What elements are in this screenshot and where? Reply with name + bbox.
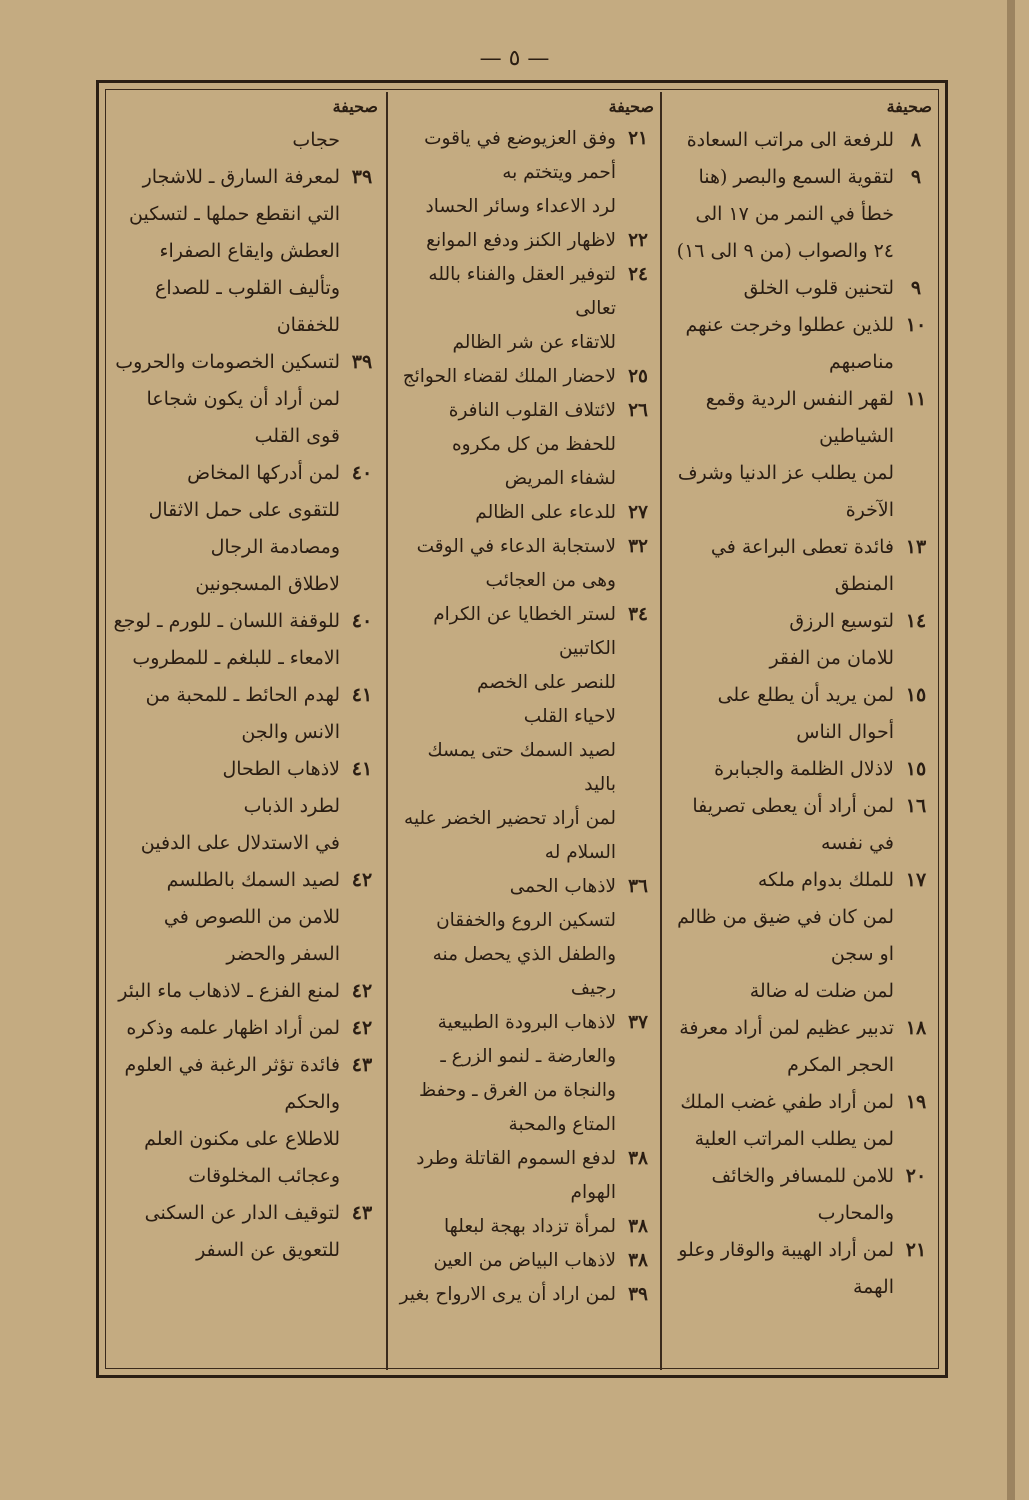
index-entry [106, 492, 384, 566]
entry-list [106, 122, 384, 1269]
index-entry [388, 224, 660, 258]
entry-list [388, 122, 660, 1312]
index-entry [106, 973, 384, 1010]
entry-title: لمن ضلت له ضالة [749, 980, 894, 1002]
index-entry [106, 751, 384, 788]
page-ref: ١٤ [905, 610, 927, 632]
page-ref: ٣٩ [351, 166, 373, 188]
entry-title: لقهر النفس الردية وقمع الشياطين [705, 388, 894, 447]
entry-title: لاذهاب البرودة الطبيعية والعارضة ـ لنمو الزرع ـ والنجاة من الغرق ـ وحفظ المتاع والمحبة [418, 1012, 616, 1135]
index-entry [106, 1195, 384, 1232]
entry-title: لتقوية السمع والبصر (هنا خطأ في النمر من ١٧ الى ٢٤ والصواب (من ٩ الى ١٦) [676, 166, 894, 262]
page-ref: ١٩ [905, 1091, 927, 1113]
page-ref: ٣٧ [628, 1012, 648, 1033]
entry-title: لمن أراد أن يعطى تصريفا في نفسه [692, 795, 894, 854]
entry-title: لصيد السمك حتى يمسك باليد [427, 740, 616, 795]
index-entry [106, 1232, 384, 1269]
entry-title: للرفعة الى مراتب السعادة [686, 129, 894, 151]
entry-title: لاذهاب الحمى [509, 876, 616, 897]
index-entry [664, 1121, 938, 1158]
index-entry [106, 455, 384, 492]
index-entry [664, 455, 938, 529]
index-entry [664, 122, 938, 159]
index-entry [106, 1047, 384, 1121]
index-entry [388, 360, 660, 394]
page-ref: ٣٨ [628, 1250, 648, 1271]
index-entry [664, 677, 938, 751]
page-ref: ٤٣ [351, 1202, 373, 1224]
index-entry [388, 802, 660, 870]
index-column-right [664, 92, 938, 1370]
page-ref: ٢٧ [628, 502, 648, 523]
entry-title: لمن كان في ضيق من ظالم او سجن [677, 906, 894, 965]
entry-title: للذين عطلوا وخرجت عنهم مناصبهم [685, 314, 894, 373]
index-entry [106, 122, 384, 159]
page-ref: ٣٨ [628, 1148, 648, 1169]
entry-title: للملك بدوام ملكه [757, 869, 894, 891]
index-entry [388, 394, 660, 428]
page-edge [1007, 0, 1015, 1500]
index-entry [106, 899, 384, 973]
page-ref: ٢١ [628, 128, 648, 149]
page-ref: ١٨ [905, 1017, 927, 1039]
page-ref: ٤١ [351, 684, 373, 706]
page-ref: ١١ [905, 388, 927, 410]
index-entry [664, 159, 938, 270]
index-entry [664, 973, 938, 1010]
entry-title: للنصر على الخصم [476, 672, 616, 693]
column-header: صحيفة [608, 97, 654, 116]
index-entry [106, 825, 384, 862]
page-ref: ٣٢ [628, 536, 648, 557]
entry-title: لمن يطلب المراتب العلية [694, 1128, 894, 1150]
entry-title: لتوسيع الرزق [789, 610, 894, 632]
entry-title: لاذهاب البياض من العين [433, 1250, 616, 1271]
entry-title: للامن من اللصوص في السفر والحضر [163, 906, 340, 965]
entry-title: للامن للمسافر والخائف والمحارب [711, 1165, 894, 1224]
entry-title: لمن يطلب عز الدنيا وشرف الآخرة [677, 462, 894, 521]
entry-title: لتسكين الروع والخفقان والطفل الذي يحصل منه رجيف [432, 910, 616, 999]
entry-title: لمن يريد أن يطلع على أحوال الناس [717, 684, 894, 743]
page-ref: ٤٢ [351, 869, 373, 891]
index-entry [388, 734, 660, 802]
index-entry [106, 788, 384, 825]
page-ref: ٩ [910, 166, 922, 188]
index-entry [388, 700, 660, 734]
index-entry [664, 899, 938, 973]
entry-title: لمنع الفزع ـ لاذهاب ماء البئر [118, 980, 340, 1002]
page-ref: ١٠ [905, 314, 927, 336]
entry-title: حجاب [292, 129, 340, 151]
entry-title: لاذهاب الطحال [222, 758, 340, 780]
page-ref: ٢٤ [628, 264, 648, 285]
page-ref: ٩ [910, 277, 922, 299]
column-header: صحيفة [886, 97, 932, 116]
entry-title: لمن أراد أن يكون شجاعا قوى القلب [146, 388, 340, 447]
index-entry [664, 751, 938, 788]
index-entry [664, 381, 938, 455]
entry-title: للاطلاع على مكنون العلم وعجائب المخلوقات [144, 1128, 340, 1187]
page-ref: ١٥ [905, 758, 927, 780]
index-column-middle [386, 92, 662, 1370]
page-ref: ٣٩ [628, 1284, 648, 1305]
page-ref: ٤٢ [351, 1017, 373, 1039]
index-entry [106, 603, 384, 677]
entry-title: لائتلاف القلوب النافرة [448, 400, 616, 421]
entry-title: فائدة تعطى البراعة في المنطق [710, 536, 894, 595]
entry-title: لطرد الذباب [243, 795, 340, 817]
entry-title: لشفاء المريض [504, 468, 616, 489]
index-entry [388, 428, 660, 462]
page-ref: ٢٢ [628, 230, 648, 251]
entry-title: للحفظ من كل مكروه [451, 434, 616, 455]
entry-title: لمن أراد تحضير الخضر عليه السلام له [404, 808, 616, 863]
index-entry [106, 677, 384, 751]
index-entry [388, 326, 660, 360]
index-entry [388, 530, 660, 598]
index-entry [664, 1232, 938, 1306]
index-entry [664, 529, 938, 603]
entry-title: للتعويق عن السفر [196, 1239, 340, 1261]
entry-title: للوقفة اللسان ـ للورم ـ لوجع الامعاء ـ للبلغم ـ للمطروب [113, 610, 340, 669]
index-entry [664, 307, 938, 381]
entry-title: وفق العزيوضع في ياقوت أحمر ويتختم به [424, 128, 616, 183]
index-entry [388, 1278, 660, 1312]
index-entry [388, 1244, 660, 1278]
index-entry [388, 904, 660, 1006]
index-entry [664, 1010, 938, 1084]
index-entry [106, 344, 384, 381]
entry-title: لهدم الحائط ـ للمحبة من الانس والجن [145, 684, 340, 743]
page-ref: ١٧ [905, 869, 927, 891]
entry-title: لتوقيف الدار عن السكنى [144, 1202, 340, 1224]
entry-title: لستر الخطايا عن الكرام الكاتبين [433, 604, 616, 659]
entry-title: لاستجابة الدعاء في الوقت وهى من العجائب [416, 536, 616, 591]
page-number: — ٥ — [479, 46, 550, 71]
index-entry [388, 1210, 660, 1244]
page-ref: ٣٨ [628, 1216, 648, 1237]
entry-title: لاطلاق المسجونين [195, 573, 340, 595]
index-entry [388, 462, 660, 496]
entry-title: تدبير عظيم لمن أراد معرفة الحجر المكرم [679, 1017, 894, 1076]
page-ref: ٤٣ [351, 1054, 373, 1076]
index-entry [664, 603, 938, 640]
index-entry [664, 640, 938, 677]
entry-title: لمن اراد أن يرى الارواح بغير [399, 1284, 616, 1305]
entry-title: لتحنين قلوب الخلق [743, 277, 894, 299]
index-entry [388, 1142, 660, 1210]
index-entry [388, 666, 660, 700]
index-entry [664, 788, 938, 862]
entry-list [664, 122, 938, 1306]
index-entry [388, 598, 660, 666]
entry-title: لمن أراد الهيبة والوقار وعلو الهمة [678, 1239, 894, 1298]
index-entry [388, 258, 660, 326]
entry-title: لمعرفة السارق ـ للاشجار التي انقطع حملها ـ لتسكين العطش وايقاع الصفراء وتأليف القلوب ـ للصداع للخفقان [129, 166, 340, 336]
entry-title: لمن أراد طفي غضب الملك [680, 1091, 894, 1113]
page-ref: ٣٤ [628, 604, 648, 625]
index-entry [106, 1121, 384, 1195]
page-ref: ٤١ [351, 758, 373, 780]
page-ref: ٨ [910, 129, 922, 151]
entry-title: لاحياء القلب [523, 706, 616, 727]
index-entry [664, 270, 938, 307]
page-ref: ٢٦ [628, 400, 648, 421]
page-ref: ١٣ [905, 536, 927, 558]
page-ref: ١٦ [905, 795, 927, 817]
page-ref: ٤٢ [351, 980, 373, 1002]
index-entry [106, 566, 384, 603]
entry-title: لرد الاعداء وسائر الحساد [425, 196, 616, 217]
entry-title: للدعاء على الظالم [475, 502, 616, 523]
entry-title: لصيد السمك بالطلسم [166, 869, 340, 891]
page-ref: ٢٠ [905, 1165, 927, 1187]
entry-title: لتوفير العقل والفناء بالله تعالى [428, 264, 616, 319]
page-ref: ٤٠ [351, 610, 373, 632]
page-ref: ٢٥ [628, 366, 648, 387]
entry-title: لدفع السموم القاتلة وطرد الهوام [416, 1148, 616, 1203]
index-entry [106, 159, 384, 344]
entry-title: للاتقاء عن شر الظالم [452, 332, 616, 353]
index-entry [388, 190, 660, 224]
index-entry [388, 1006, 660, 1142]
index-entry [106, 1010, 384, 1047]
entry-title: لتسكين الخصومات والحروب [115, 351, 340, 373]
page-ref: ٣٦ [628, 876, 648, 897]
index-entry [388, 122, 660, 190]
index-entry [664, 1158, 938, 1232]
index-entry [664, 1084, 938, 1121]
column-header: صحيفة [332, 97, 378, 116]
index-entry [106, 862, 384, 899]
entry-title: في الاستدلال على الدفين [140, 832, 340, 854]
index-entry [388, 870, 660, 904]
entry-title: لاذلال الظلمة والجبابرة [714, 758, 894, 780]
index-entry [106, 381, 384, 455]
page-ref: ٣٩ [351, 351, 373, 373]
entry-title: لمن أدركها المخاض [187, 462, 340, 484]
entry-title: للتقوى على حمل الاثقال ومصادمة الرجال [148, 499, 340, 558]
page-ref: ٢١ [905, 1239, 927, 1261]
entry-title: لاظهار الكنز ودفع الموانع [426, 230, 616, 251]
entry-title: لمن أراد اظهار علمه وذكره [126, 1017, 340, 1039]
entry-title: فائدة تؤثر الرغبة في العلوم والحكم [124, 1054, 340, 1113]
index-entry [664, 862, 938, 899]
index-column-left [106, 92, 384, 1370]
index-entry [388, 496, 660, 530]
page-ref: ١٥ [905, 684, 927, 706]
entry-title: لاحضار الملك لقضاء الحوائج [402, 366, 616, 387]
entry-title: لمرأة تزداد بهجة لبعلها [444, 1216, 616, 1237]
page-ref: ٤٠ [351, 462, 373, 484]
entry-title: للامان من الفقر [769, 647, 894, 669]
